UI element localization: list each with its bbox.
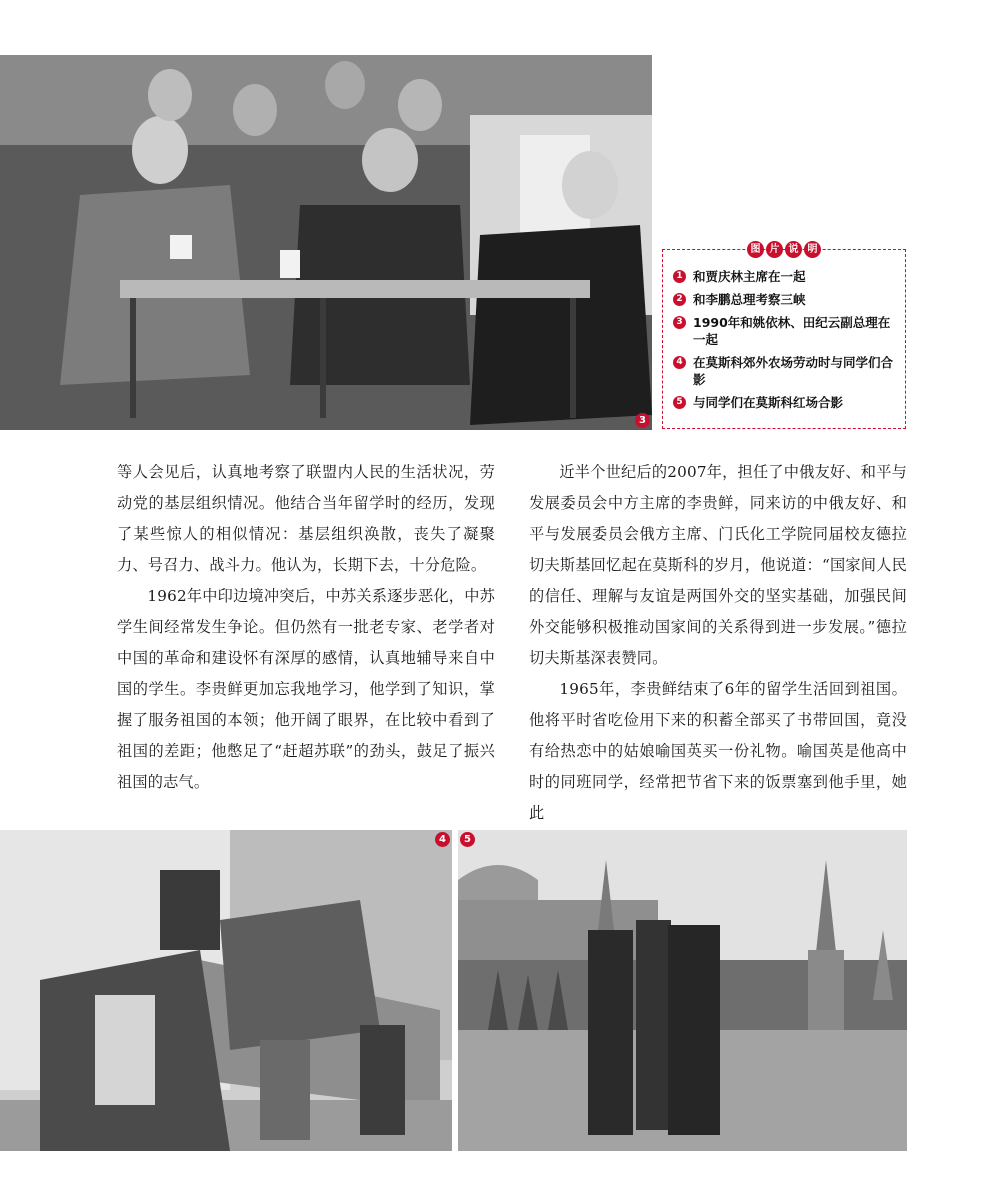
photo-number-badge: 4	[435, 832, 450, 847]
article-right-column	[529, 457, 907, 829]
caption-text: 和李鹏总理考察三峡	[693, 292, 806, 307]
caption-title-char: 说	[785, 241, 802, 258]
article-paragraph: 1965年，李贵鲜结束了6年的留学生活回到祖国。他将平时省吃俭用下来的积蓄全部买了书带回国，竟没有给热恋中的姑娘喻国英买一份礼物。喻国英是他高中时的同班同学，经常把节省下来的饭票塞到他手里，她此	[529, 680, 907, 822]
caption-number-badge: 2	[673, 293, 686, 306]
caption-text: 1990年和姚依林、田纪云副总理在一起	[693, 315, 891, 347]
article-left-column	[117, 457, 495, 798]
photo-number-badge: 3	[635, 413, 650, 428]
caption-number-badge: 3	[673, 316, 686, 329]
photo-red-square-image	[458, 830, 907, 1151]
caption-item	[673, 291, 897, 308]
photo-number-badge: 5	[460, 832, 475, 847]
caption-number-badge: 5	[673, 396, 686, 409]
photo-meeting-image	[0, 55, 652, 430]
caption-title-char: 明	[804, 241, 821, 258]
caption-item	[673, 394, 897, 411]
article-paragraph: 1962年中印边境冲突后，中苏关系逐步恶化，中苏学生间经常发生争论。但仍然有一批老专家、老学者对中国的革命和建设怀有深厚的感情，认真地辅导来自中国的学生。李贵鲜更加忘我地学习，他学到了知识，掌握了服务祖国的本领；他开阔了眼界，在比较中看到了祖国的差距；他憋足了“赶超苏联”的劲头，鼓足了振兴祖国的志气。	[117, 587, 495, 791]
caption-number-badge: 1	[673, 270, 686, 283]
caption-item	[673, 354, 897, 388]
caption-item	[673, 314, 897, 348]
photo-meeting	[0, 55, 652, 430]
caption-title-char: 图	[747, 241, 764, 258]
caption-number-badge: 4	[673, 356, 686, 369]
caption-title-char: 片	[766, 241, 783, 258]
caption-title	[747, 241, 821, 258]
caption-item	[673, 268, 897, 285]
photo-farm-group	[0, 830, 452, 1151]
article-paragraph: 等人会见后，认真地考察了联盟内人民的生活状况，劳动党的基层组织情况。他结合当年留学时的经历，发现了某些惊人的相似情况：基层组织涣散，丧失了凝聚力、号召力、战斗力。他认为，长期下去，十分危险。	[117, 463, 495, 574]
caption-text: 和贾庆林主席在一起	[693, 269, 806, 284]
caption-box	[662, 244, 906, 429]
caption-text: 与同学们在莫斯科红场合影	[693, 395, 844, 410]
caption-list	[663, 250, 905, 411]
caption-text: 在莫斯科郊外农场劳动时与同学们合影	[693, 355, 894, 387]
photo-farm-group-image	[0, 830, 452, 1151]
article-paragraph: 近半个世纪后的2007年，担任了中俄友好、和平与发展委员会中方主席的李贵鲜，同来访的中俄友好、和平与发展委员会俄方主席、门氏化工学院同届校友德拉切夫斯基回忆起在莫斯科的岁月，他说道：“国家间人民的信任、理解与友谊是两国外交的坚实基础，加强民间外交能够积极推动国家间的关系得到进一步发展。”德拉切夫斯基深表赞同。	[529, 463, 907, 667]
photo-red-square	[458, 830, 907, 1151]
